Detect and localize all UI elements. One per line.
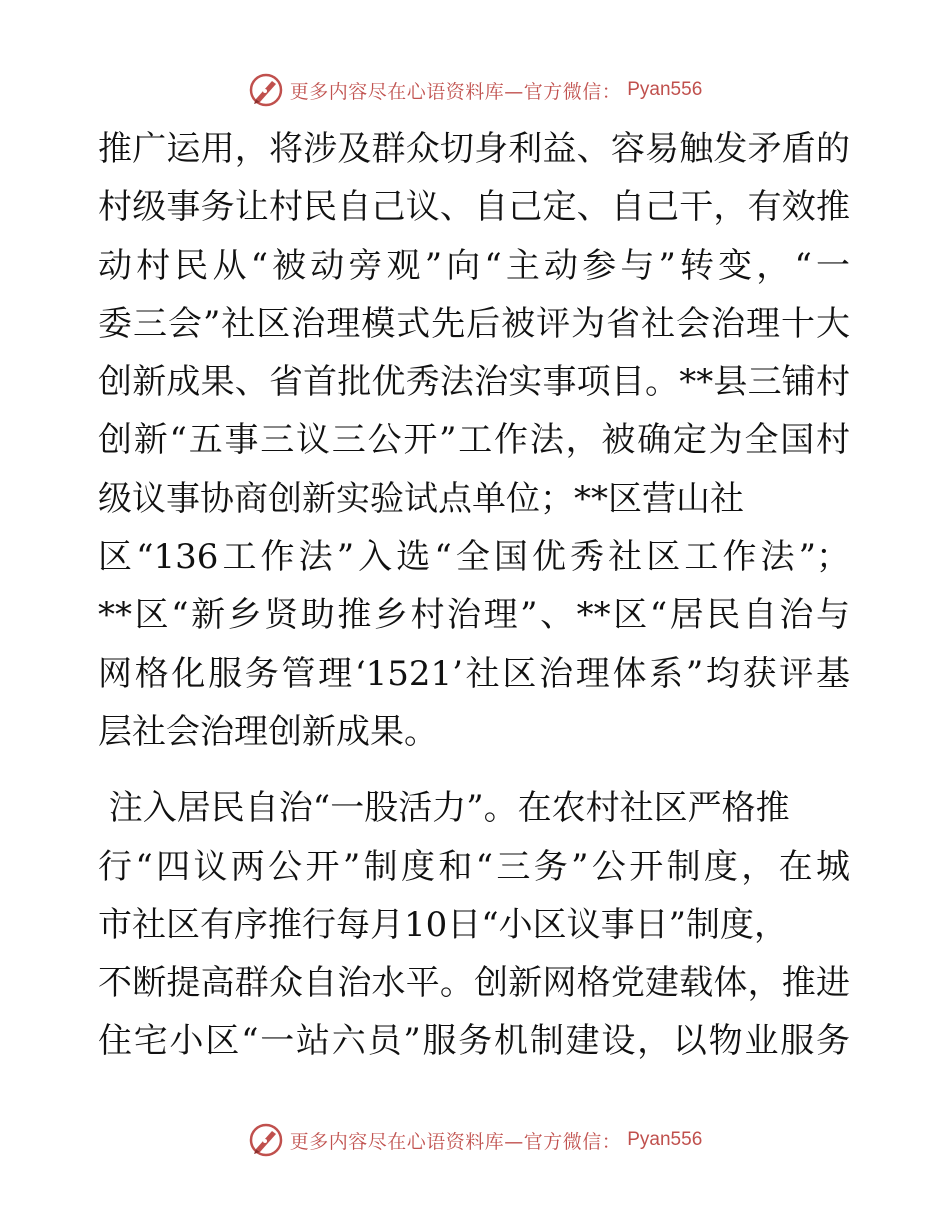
- watermark-text: 更多内容尽在心语资料库—官方微信：: [289, 1130, 622, 1153]
- header-watermark: [0, 70, 950, 110]
- watermark-text: 更多内容尽在心语资料库—官方微信：: [289, 80, 622, 103]
- text-line: 动村民从“被动旁观”向“主动参与”转变，“一: [98, 245, 850, 286]
- text-line: 住宅小区“一站六员”服务机制建设，以物业服务: [98, 1021, 850, 1062]
- paragraph-spacer: [98, 761, 850, 779]
- document-body: [98, 120, 850, 1071]
- watermark-wechat-id: Pyan556: [627, 1129, 703, 1150]
- footer-watermark: [0, 1120, 950, 1160]
- paragraph-2: [98, 779, 850, 1070]
- text-line: 村级事务让村民自己议、自己定、自己干，有效推: [98, 187, 850, 228]
- text-line: 创新成果、省首批优秀法治实事项目。**县三铺村: [98, 362, 850, 403]
- text-line: 行“四议两公开”制度和“三务”公开制度，在城: [98, 846, 850, 887]
- text-line: **区“新乡贤助推乡村治理”、**区“居民自治与: [98, 595, 850, 636]
- pen-logo-icon: [248, 1122, 284, 1158]
- text-line: 区“136工作法”入选“全国优秀社区工作法”；: [98, 537, 850, 578]
- text-line: 级议事协商创新实验试点单位；**区营山社: [98, 478, 744, 519]
- text-line: 创新“五事三议三公开”工作法，被确定为全国村: [98, 420, 850, 461]
- text-line: 委三会”社区治理模式先后被评为省社会治理十大: [98, 303, 850, 344]
- watermark-wechat-id: Pyan556: [627, 79, 703, 100]
- paragraph-1: [98, 120, 850, 761]
- text-line: 层社会治理创新成果。: [98, 711, 438, 752]
- text-line: 不断提高群众自治水平。创新网格党建载体，推进: [98, 963, 850, 1004]
- text-line: 注入居民自治“一股活力”。在农村社区严格推: [98, 788, 790, 829]
- text-line: 推广运用，将涉及群众切身利益、容易触发矛盾的: [98, 129, 850, 169]
- text-line: 市社区有序推行每月10日“小区议事日”制度，: [98, 904, 789, 945]
- text-line: 网格化服务管理‘1521’社区治理体系”均获评基: [98, 653, 850, 694]
- pen-logo-icon: [248, 72, 284, 108]
